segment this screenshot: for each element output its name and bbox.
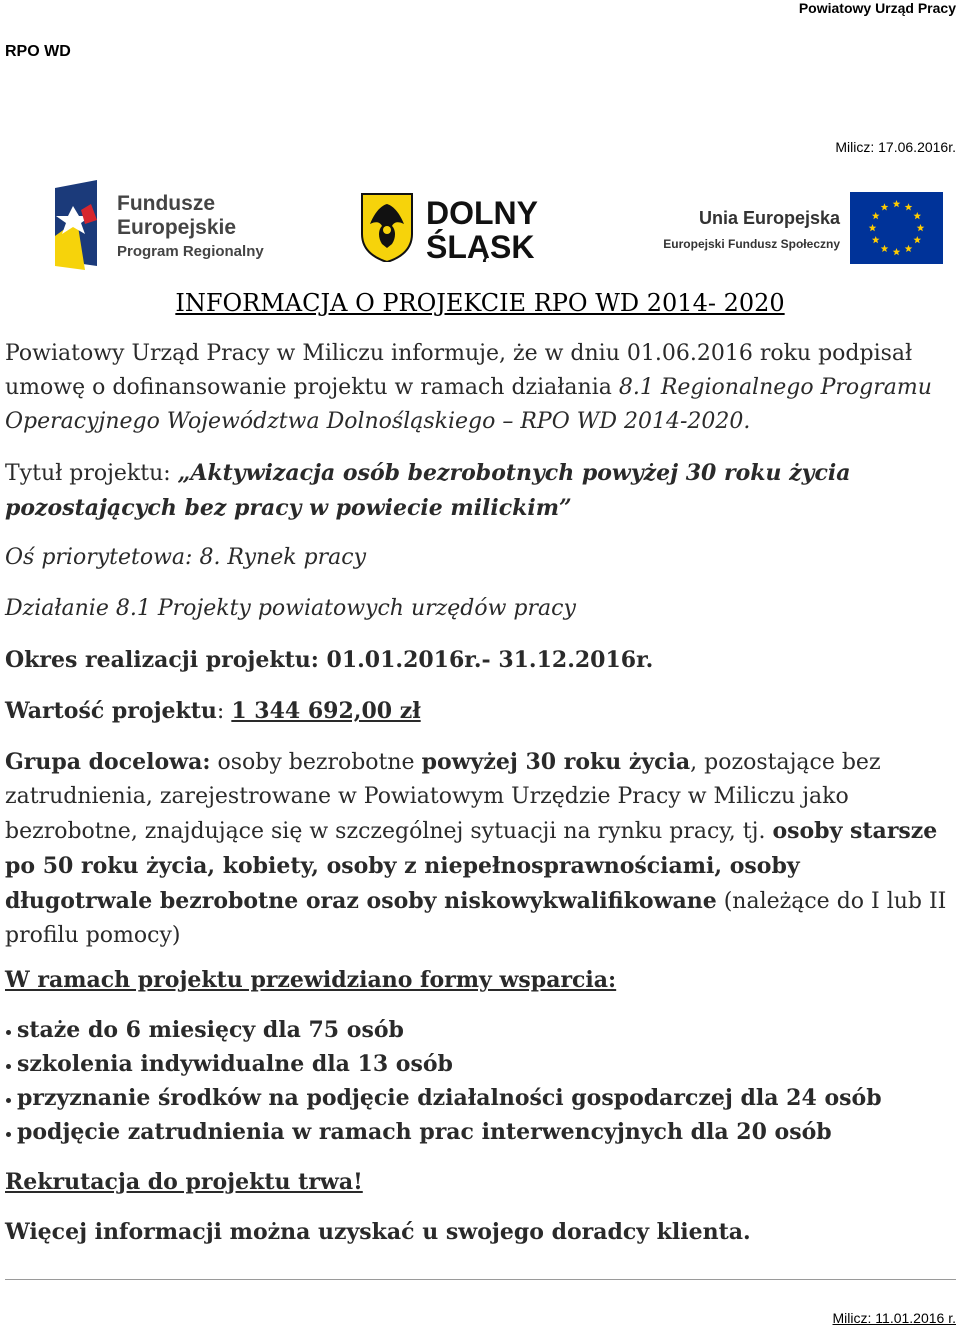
support-list <box>5 1013 950 1149</box>
period-value: 01.01.2016r.- 31.12.2016r. <box>326 647 654 673</box>
footer-divider <box>5 1279 956 1280</box>
target-group-bold2: osoby starsze po 50 roku życia, kobiety, osoby z niepełnosprawnościami, osoby długotrwale bezrobotne oraz osoby niskowykwalifikowane <box>5 818 938 914</box>
project-title-label: Tytuł projektu: <box>5 461 178 486</box>
project-title-value: „Aktywizacja osób bezrobotnych powyżej 30 roku życia pozostających bez pracy w powiecie milickim” <box>5 460 851 521</box>
dolny-slask-logo <box>360 190 560 262</box>
list-item: szkolenia indywidualne dla 13 osób <box>5 1047 950 1081</box>
ds-line2: ŚLĄSK <box>426 229 535 262</box>
value-label: Wartość projektu <box>5 698 217 724</box>
unia-europejska-logo <box>654 188 946 268</box>
fe-line1: Fundusze <box>117 192 215 215</box>
project-period <box>5 643 950 677</box>
intro-text: Powiatowy Urząd Pracy w Miliczu informuje, że w dniu 01.06.2016 roku podpisał umowę o dofinansowanie projektu w ramach działania <box>5 341 913 400</box>
target-group-label: Grupa docelowa: <box>5 749 211 775</box>
value-amount: 1 344 692,00 zł <box>231 698 421 724</box>
project-title <box>5 456 950 526</box>
period-label: Okres realizacji projektu: <box>5 647 327 673</box>
target-group-bold1: powyżej 30 roku życia <box>421 749 691 775</box>
recruitment-notice: Rekrutacja do projektu trwa! <box>5 1169 363 1195</box>
support-heading: W ramach projektu przewidziano formy wsparcia: <box>5 967 617 993</box>
list-item: przyznanie środków na podjęcie działalności gospodarczej dla 24 osób <box>5 1081 950 1115</box>
header-office: Powiatowy Urząd Pracy <box>798 0 956 16</box>
date-bottom: Milicz: 11.01.2016 r. <box>832 1310 956 1326</box>
target-group <box>5 745 950 953</box>
target-group-part3: (należące do I lub II profilu pomocy) <box>5 889 947 948</box>
header-program: RPO WD <box>5 43 71 60</box>
priority-axis: Oś priorytetowa: 8. Rynek pracy <box>5 545 367 570</box>
intro-paragraph <box>5 337 950 439</box>
ue-line2: Europejski Fundusz Społeczny <box>663 237 840 251</box>
fe-line2: Europejskie <box>117 216 237 239</box>
ds-line1: DOLNY <box>426 195 538 231</box>
more-info: Więcej informacji można uzyskać u swojego doradcy klienta. <box>5 1219 751 1245</box>
value-colon: : <box>216 699 232 724</box>
measure: Działanie 8.1 Projekty powiatowych urzędów pracy <box>5 596 576 621</box>
date-top: Milicz: 17.06.2016r. <box>835 139 956 155</box>
ue-line1: Unia Europejska <box>698 208 840 228</box>
intro-program: 8.1 Regionalnego Programu Operacyjnego Województwa Dolnośląskiego – RPO WD 2014-2020. <box>5 375 932 434</box>
fe-star-flag-icon <box>55 180 270 270</box>
target-group-part2: , pozostające bez zatrudnienia, zarejestrowane w Powiatowym Urzędzie Pracy w Miliczu jako bezrobotne, znajdujące się w szczególnej sytuacji na rynku pracy, tj. <box>5 750 881 844</box>
target-group-part1: osoby bezrobotne <box>210 750 422 775</box>
fe-line3: Program Regionalny <box>117 243 264 260</box>
page-title: INFORMACJA O PROJEKCIE RPO WD 2014- 2020 <box>175 289 785 317</box>
list-item: staże do 6 miesięcy dla 75 osób <box>5 1013 950 1047</box>
eagle-shield-icon <box>360 190 560 262</box>
list-item: podjęcie zatrudnienia w ramach prac interwencyjnych dla 20 osób <box>5 1115 950 1149</box>
fundusze-europejskie-logo <box>55 180 270 270</box>
project-value <box>5 694 950 729</box>
logo-bar <box>0 172 960 272</box>
eu-flag-icon <box>654 188 946 268</box>
